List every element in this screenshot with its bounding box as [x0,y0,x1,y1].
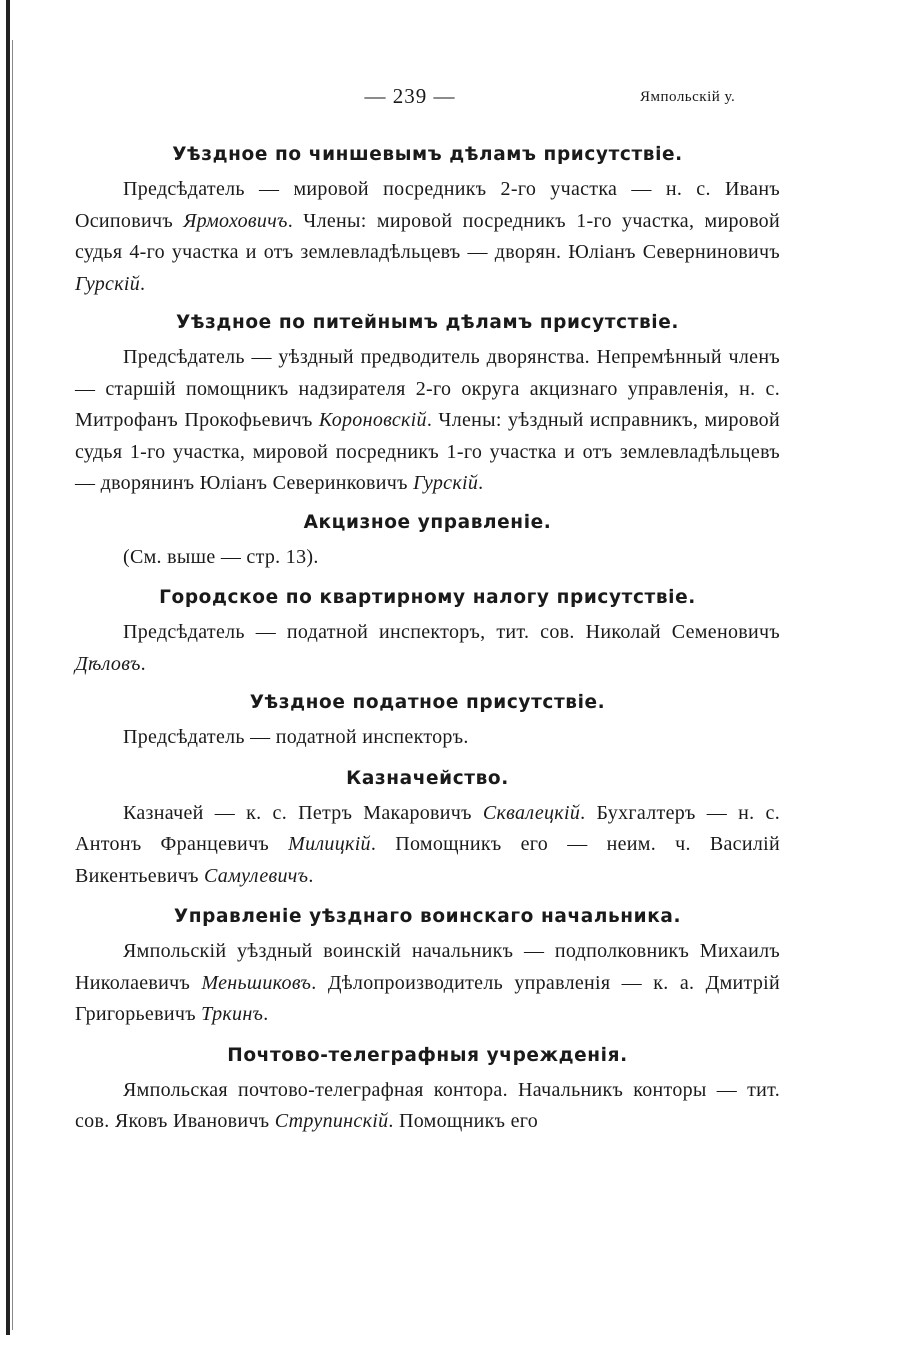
section-text: Предсѣдатель — податной инспекторъ, тит. сов. Николай Семеновичъ Дѣловъ. [75,621,780,675]
person-name: Самулевичъ [204,864,309,887]
person-name: Гурскій [75,272,141,295]
running-head: Ямпольскій у. [640,89,736,105]
section-drink [75,308,780,500]
section-chinsh [75,140,780,300]
section-post [75,1041,780,1138]
section-text: Предсѣдатель — мировой посредникъ 2-го участка — н. с. Иванъ Осиповичъ Ярмоховичъ. Члены: мировой посредникъ 1-го участка, мировой судья 4-го участка и отъ землевладѣльцевъ — дворян. Юліанъ Северниновичъ Гурскій. [75,178,780,295]
person-name: Короновскій [318,409,427,431]
section-treasury [75,764,780,893]
person-name: Дѣловъ [75,652,141,675]
section-text: (См. выше — стр. 13). [123,545,319,568]
page-header [0,84,900,114]
section-title: Уѣздное по чиншевымъ дѣламъ присутствіе. [172,144,683,165]
person-name: Милицкій [288,833,371,855]
section-title: Уѣздное по питейнымъ дѣламъ присутствіе. [175,312,680,333]
person-name: Гурскій [413,472,479,494]
section-text: Предсѣдатель — податной инспекторъ. [123,726,469,748]
person-name: Струпинскій [274,1110,389,1132]
section-title: Городское по квартирному налогу присутствіе. [159,587,696,608]
section-military [75,902,780,1031]
section-title: Почтово-телеграфныя учрежденія. [227,1044,628,1066]
section-tax [75,688,780,754]
book-binding-edge [6,0,10,1335]
person-name: Меньшиковъ [201,971,312,994]
person-name: Сквалецкій [482,801,581,824]
section-excise [75,508,780,574]
section-apartment-tax [75,583,780,680]
section-title: Уѣздное податное присутствіе. [249,692,606,713]
section-text: Ямпольская почтово-телеграфная контора. Начальникъ конторы — тит. сов. Яковъ Ивановичъ Струпинскій. Помощникъ его [75,1078,780,1132]
section-title: Казначейство. [346,767,509,789]
person-name: Ярмоховичъ [183,209,288,232]
book-binding-shadow [12,40,13,1330]
section-title: Акцизное управленіе. [303,511,552,533]
section-text: Казначей — к. с. Петръ Макаровичъ Сквалецкій. Бухгалтеръ — н. с. Антонъ Францевичъ Милицкій. Помощникъ его — неим. ч. Василій Викентьевичъ Самулевичъ. [75,801,780,887]
page-number: — 239 — [364,84,456,108]
section-text: Ямпольскій уѣздный воинскій начальникъ — подполковникъ Михаилъ Николаевичъ Меньшиковъ. Дѣлопроизводитель управленія — к. а. Дмитрій Григорьевичъ Тркинъ. [75,940,780,1025]
section-title: Управленіе уѣзднаго воинскаго начальника. [173,906,682,927]
section-text: Предсѣдатель — уѣздный предводитель дворянства. Непремѣнный членъ — старшій помощникъ надзирателя 2-го округа акцизнаго управленія, н. с. Митрофанъ Прокофьевичъ Короновскій. Члены: уѣздный исправникъ, мировой судья 1-го участка, мировой посредникъ 1-го участка и отъ землевладѣльцевъ — дворянинъ Юліанъ Северинковичъ Гурскій. [75,346,780,494]
person-name: Тркинъ [201,1003,264,1025]
page-body [75,140,780,1146]
